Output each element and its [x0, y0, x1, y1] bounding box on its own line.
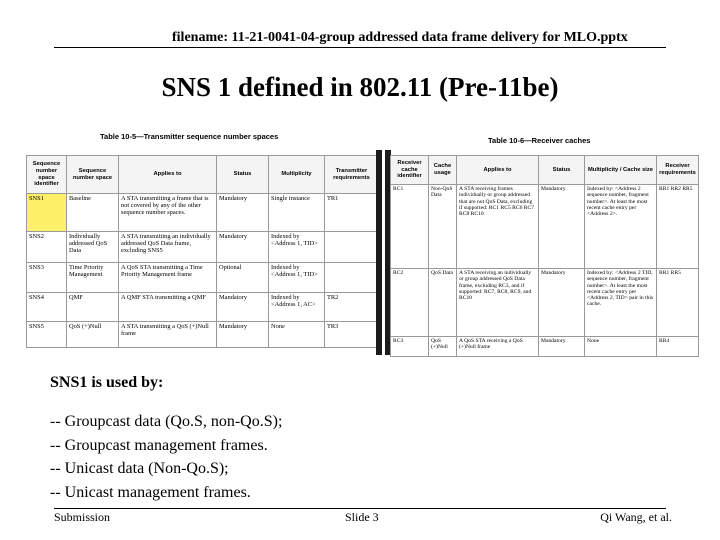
table-cell: A QoS STA transmitting a Time Priority Management frame — [119, 263, 217, 293]
table-cell: RC1 — [391, 185, 429, 269]
table-cell: Mandatory — [539, 337, 585, 357]
table-cell: Mandatory — [217, 322, 269, 348]
sns1-usage-list — [50, 410, 282, 504]
table-cell: Indexed by <Address 1, TID> — [269, 263, 325, 293]
table-cell: SNS5 — [27, 322, 67, 348]
column-header: Transmitter requirements — [325, 156, 379, 194]
transmitter-sequence-table — [26, 155, 379, 348]
table-cell: A STA transmitting a QoS (+)Null frame — [119, 322, 217, 348]
column-header: Multiplicity — [269, 156, 325, 194]
table-cell: None — [269, 322, 325, 348]
table-cell: QMF — [67, 293, 119, 322]
table-divider — [376, 150, 382, 355]
table-cell: Indexed by: <Address 2 sequence number, fragment number>. At least the most recent cache entry per <Address 2>. — [585, 185, 657, 269]
table-cell: A QoS STA receiving a QoS (+)Null frame — [457, 337, 539, 357]
table-cell: Mandatory — [217, 194, 269, 232]
table-cell — [325, 263, 379, 293]
table-cell: A QMF STA transmitting a QMF — [119, 293, 217, 322]
table-cell: SNS2 — [27, 232, 67, 263]
table-row — [27, 322, 379, 348]
table-cell: Indexed by <Address 1, AC> — [269, 293, 325, 322]
table-cell: TR2 — [325, 293, 379, 322]
table-cell: Single instance — [269, 194, 325, 232]
table-cell: QoS (+)Null — [429, 337, 457, 357]
header-rule — [54, 47, 666, 48]
table-row — [27, 194, 379, 232]
column-header: Sequence number space identifier — [27, 156, 67, 194]
footer-submission: Submission — [54, 510, 111, 524]
column-header: Status — [539, 156, 585, 185]
column-header: Receiver cache identifier — [391, 156, 429, 185]
table-cell: Mandatory — [539, 269, 585, 337]
column-header: Receiver requirements — [657, 156, 699, 185]
table-cell: A STA transmitting a frame that is not covered by any of the other sequence number spaces. — [119, 194, 217, 232]
table-cell: RC2 — [391, 269, 429, 337]
table-cell: TR3 — [325, 322, 379, 348]
table-cell-highlighted: SNS1 — [27, 194, 67, 232]
table-cell: RR1 RR2 RR5 — [657, 185, 699, 269]
table-cell: Indexed by <Address 1, TID> — [269, 232, 325, 263]
table-cell: Non-QoS Data — [429, 185, 457, 269]
table-cell: None — [585, 337, 657, 357]
list-item: -- Unicast management frames. — [50, 483, 251, 501]
table-cell: SNS3 — [27, 263, 67, 293]
table-cell: Indexed by: <Address 2 TID, sequence number, fragment number>. At least the most recent cache entry per <Address 2, TID> pair in this cache. — [585, 269, 657, 337]
list-item: -- Groupcast data (Qo.S, non-Qo.S); — [50, 413, 283, 430]
column-header: Applies to — [119, 156, 217, 194]
column-header: Status — [217, 156, 269, 194]
table-cell: SNS4 — [27, 293, 67, 322]
table-cell: Optional — [217, 263, 269, 293]
header-filename: filename: 11-21-0041-04-group addressed data frame delivery for MLO.pptx — [172, 30, 628, 45]
table-header-row — [391, 156, 699, 185]
column-header: Cache usage — [429, 156, 457, 185]
table-row — [27, 263, 379, 293]
column-header: Multiplicity / Cache size — [585, 156, 657, 185]
right-table-caption: Table 10-6—Receiver caches — [488, 136, 591, 145]
column-header: Applies to — [457, 156, 539, 185]
slide-title: SNS 1 defined in 802.11 (Pre-11be) — [161, 72, 559, 102]
table-cell: A STA receiving frames individually or group addressed that are not QoS Data, excluding if supported: RC1 RC5 RC6 RC7 RC8 RC10 — [457, 185, 539, 269]
column-header: Sequence number space — [67, 156, 119, 194]
table-row — [27, 232, 379, 263]
list-item: -- Unicast data (Non-Qo.S); — [50, 460, 229, 477]
table-cell: A STA transmitting an individually addressed QoS Data frame, excluding SNS5 — [119, 232, 217, 263]
footer-rule — [54, 508, 666, 509]
table-cell: Individually addressed QoS Data — [67, 232, 119, 263]
table-cell: Mandatory — [217, 293, 269, 322]
table-cell: QoS (+)Null — [67, 322, 119, 348]
footer-slide-number: Slide 3 — [345, 510, 379, 524]
table-header-row — [27, 156, 379, 194]
table-row — [391, 185, 699, 269]
sns1-usage-heading: SNS1 is used by: — [50, 374, 164, 391]
table-cell — [325, 232, 379, 263]
table-cell: Time Priority Management — [67, 263, 119, 293]
table-row — [391, 337, 699, 357]
table-cell: A STA receiving an individually or group addressed QoS Data frame, excluding RC3, and if supported: RC7, RC8, RC9, and RC10 — [457, 269, 539, 337]
table-cell: RC3 — [391, 337, 429, 357]
table-cell: TR1 — [325, 194, 379, 232]
table-row — [391, 269, 699, 337]
table-cell: Mandatory — [539, 185, 585, 269]
table-cell: RR4 — [657, 337, 699, 357]
table-cell: Baseline — [67, 194, 119, 232]
left-table-caption: Table 10-5—Transmitter sequence number spaces — [100, 132, 279, 141]
table-cell: Mandatory — [217, 232, 269, 263]
list-item: -- Groupcast management frames. — [50, 436, 268, 454]
table-cell: RR1 RR5 — [657, 269, 699, 337]
table-row — [27, 293, 379, 322]
footer-author: Qi Wang, et al. — [600, 510, 672, 524]
receiver-caches-table — [390, 155, 699, 357]
table-cell: QoS Data — [429, 269, 457, 337]
